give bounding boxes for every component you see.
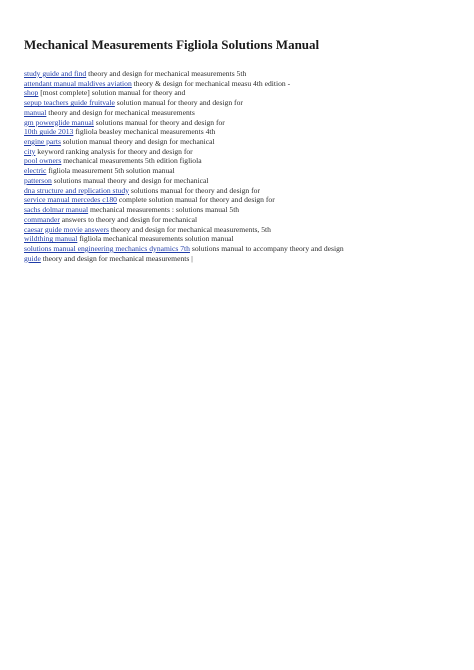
list-item [24,118,454,128]
line-text: solutions manual for theory and design for [129,185,260,195]
link[interactable]: sachs dolmar manual [24,205,89,215]
line-text: solution manual for theory and design for [114,98,243,108]
link[interactable]: dna structure and replication study [24,185,130,195]
link[interactable]: study guide and find [24,69,87,78]
line-text: theory & design for mechanical measu 4th edition - [131,78,291,88]
line-text: figliola beasley mechanical measurements 4th [73,127,216,137]
list-item [24,137,454,147]
list-item [24,108,454,118]
link[interactable]: city [24,146,36,156]
list-item [24,98,454,108]
document-body [24,69,454,263]
line-text: theory and design for mechanical measurements [46,107,195,117]
line-text: [most complete] solution manual for theory and [38,88,186,98]
list-item [24,166,454,176]
line-text: theory and design for mechanical measurements 5th [86,69,247,78]
link[interactable]: attendant manual maldives aviation [24,78,132,88]
line-text: complete solution manual for theory and design for [116,195,275,205]
list-item [24,127,454,137]
list-item [24,88,454,98]
line-text: keyword ranking analysis for theory and design for [35,146,193,156]
link[interactable]: pool owners [24,156,62,166]
link[interactable]: commander [24,214,60,224]
list-item [24,79,454,89]
list-item [24,205,454,215]
line-text: theory and design for mechanical measurements | [40,253,193,263]
line-text: solutions manual for theory and design for [93,117,225,127]
line-text: answers to theory and design for mechanical [59,214,198,224]
line-text: solution manual theory and design for mechanical [60,137,215,147]
link[interactable]: wildthing manual [24,234,78,244]
link[interactable]: guide [24,253,41,263]
link[interactable]: gm powerglide manual [24,117,94,127]
link[interactable]: service manual mercedes c180 [24,195,117,205]
link[interactable]: sepup teachers guide fruitvale [24,98,115,108]
line-text: theory and design for mechanical measurements, 5th [108,224,271,234]
list-item [24,69,454,79]
line-text: mechanical measurements 5th edition figliola [61,156,202,166]
list-item [24,195,454,205]
link[interactable]: electric [24,166,47,176]
list-item [24,186,454,196]
line-text: figliola mechanical measurements solution manual [77,234,234,244]
page-title: Mechanical Measurements Figliola Solutions Manual [24,37,320,52]
link[interactable]: 10th guide 2013 [24,127,74,137]
link[interactable]: patterson [24,175,52,185]
list-item [24,254,454,264]
line-text: solutions manual theory and design for mechanical [51,175,209,185]
line-text: solutions manual to accompany theory and design [189,243,344,253]
list-item [24,225,454,235]
link[interactable]: engine parts [24,137,61,147]
link[interactable]: caesar guide movie answers [24,224,109,234]
link[interactable]: solutions manual engineering mechanics dynamics 7th [24,243,190,253]
list-item [24,176,454,186]
list-item [24,147,454,157]
list-item [24,244,454,254]
list-item [24,156,454,166]
list-item [24,234,454,244]
link[interactable]: manual [24,107,47,117]
link[interactable]: shop [24,88,39,98]
list-item [24,215,454,225]
line-text: mechanical measurements : solutions manual 5th [88,205,240,215]
line-text: figliola measurement 5th solution manual [46,166,175,176]
